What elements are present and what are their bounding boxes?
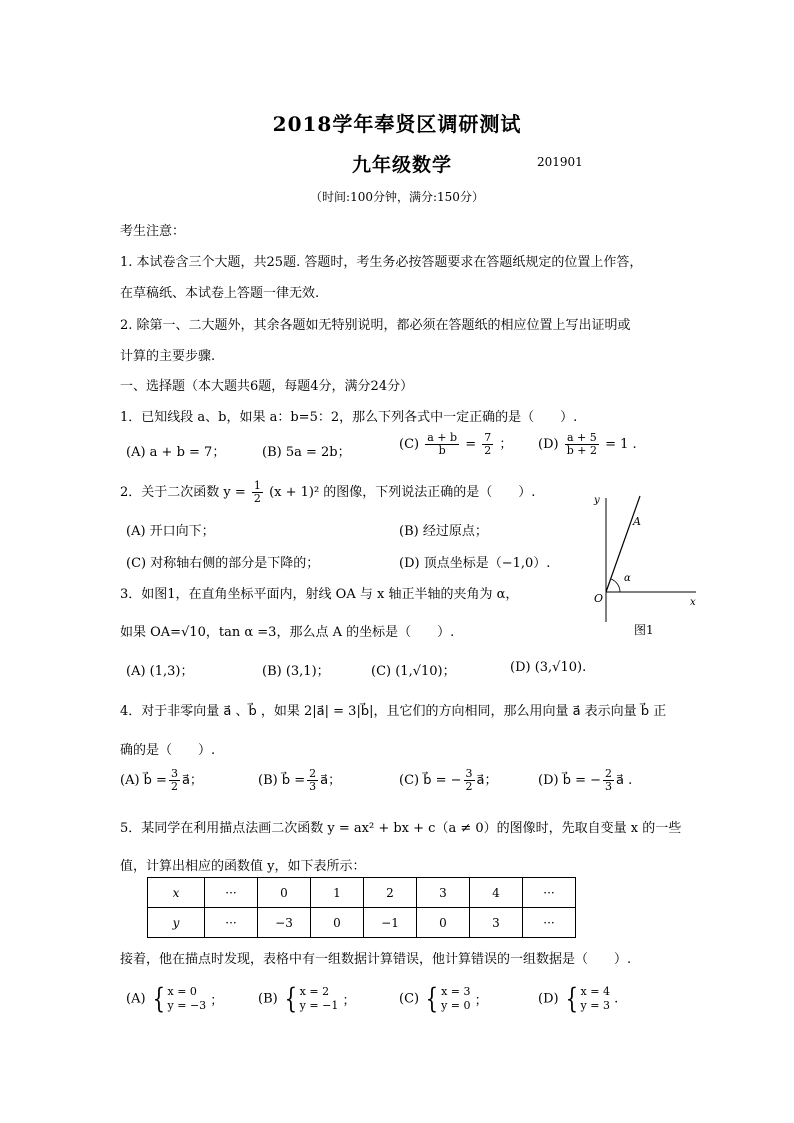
- section-heading: 一、选择题（本大题共6题，每题4分，满分24分）: [120, 379, 414, 394]
- table-cell: 1: [311, 878, 364, 908]
- table-cell: ···: [523, 908, 576, 938]
- table-cell: 0: [258, 878, 311, 908]
- q2-option-b: (B) 经过原点；: [399, 524, 488, 539]
- notice-item1-line2: 在草稿纸、本试卷上答题一律无效.: [120, 286, 320, 301]
- q5-line3: 接着，他在描点时发现，表格中有一组数据计算错误，他计算错误的一组数据是（ ）.: [120, 952, 632, 967]
- notice-item1-line1: 1. 本试卷含三个大题，共25题. 答题时，考生务必按答题要求在答题纸规定的位置上作答，: [120, 255, 643, 270]
- table-cell: ···: [205, 908, 258, 938]
- q1-c-rhs-fraction: $\frac{7}{2}$: [484, 431, 492, 457]
- table-cell: ···: [523, 878, 576, 908]
- q4-option-c: (C) b⃗ = − $\frac{3}{2}$ a⃗；: [399, 767, 498, 793]
- table-cell: 3: [417, 878, 470, 908]
- q1-option-b: (B) 5a = 2b；: [262, 445, 351, 460]
- q2-fraction: $\frac{1}{2}$: [253, 479, 261, 505]
- q1-option-d: (D) $\frac{a + 5}{b + 2}$ = 1 .: [538, 431, 637, 457]
- page-title: 2018学年奉贤区调研测试: [272, 112, 522, 136]
- q5-option-b: (B) { x = 2 y = −1 ；: [258, 982, 356, 1015]
- table-row: [148, 908, 576, 938]
- table-cell: −3: [258, 908, 311, 938]
- q1-d-label: (D): [538, 437, 559, 452]
- q1-stem: 1．已知线段 a、b，如果 a：b=5：2，那么下列各式中一定正确的是（ ）.: [120, 410, 578, 425]
- q5-option-a: (A) { x = 0 y = −3 ；: [126, 982, 224, 1015]
- table-cell: y: [148, 908, 205, 938]
- y-axis-label: y: [594, 495, 600, 506]
- table-row: [148, 878, 576, 908]
- figure-caption: 图1: [634, 623, 654, 637]
- exam-code: 201901: [537, 155, 583, 169]
- notice-item2-line1: 2. 除第一、二大题外，其余各题如无特别说明，都必须在答题纸的相应位置上写出证明或: [120, 318, 631, 333]
- q5-option-d: (D) { x = 4 y = 3 .: [538, 982, 619, 1015]
- figure-1-coordinate-plane: [578, 488, 708, 648]
- data-table: [147, 877, 576, 938]
- notice-item2-line2: 计算的主要步骤.: [120, 349, 216, 364]
- table-cell: 0: [311, 908, 364, 938]
- time-info: （时间:100分钟，满分:150分）: [310, 190, 484, 204]
- point-a-label: A: [633, 515, 641, 528]
- alpha-label: α: [624, 573, 631, 584]
- q3-option-d: (D) (3,√10).: [510, 660, 587, 675]
- q2-option-a: (A) 开口向下；: [126, 524, 215, 539]
- q5-line1: 5．某同学在利用描点法画二次函数 y = ax² + bx + c（a ≠ 0）的图像时，先取自变量 x 的一些: [120, 821, 682, 836]
- table-cell: 4: [470, 878, 523, 908]
- q1-option-a: (A) a + b = 7；: [126, 445, 226, 460]
- q3-option-b: (B) (3,1)；: [262, 664, 330, 679]
- q1-option-c: (C) $\frac{a + b}{b}$ = $\frac{7}{2}$ ；: [399, 431, 513, 457]
- q5-option-c: (C) { x = 3 y = 0 ；: [399, 982, 488, 1015]
- subject-title: 九年级数学: [352, 154, 453, 176]
- ray-oa: [606, 496, 640, 592]
- table-cell: 2: [364, 878, 417, 908]
- table-cell: x: [148, 878, 205, 908]
- q1-d-fraction: $\frac{a + 5}{b + 2}$: [566, 431, 597, 457]
- q4-option-a: (A) b⃗ = $\frac{3}{2}$ a⃗；: [120, 767, 203, 793]
- q1-c-fraction: $\frac{a + b}{b}$: [427, 431, 458, 457]
- q4-line1: 4．对于非零向量 a⃗ 、b⃗ ，如果 2|a⃗| = 3|b⃗|，且它们的方向相同，那么用向量 a⃗ 表示向量 b⃗ 正: [120, 704, 667, 719]
- q2-option-c: (C) 对称轴右侧的部分是下降的；: [126, 556, 320, 571]
- q1-c-label: (C): [399, 437, 420, 452]
- q4-option-d: (D) b⃗ = − $\frac{2}{3}$ a⃗ .: [538, 767, 633, 793]
- q3-line1: 3．如图1，在直角坐标平面内，射线 OA 与 x 轴正半轴的夹角为 α，: [120, 587, 519, 602]
- q3-option-c: (C) (1,√10)；: [371, 664, 456, 679]
- q2-stem: 2．关于二次函数 y = $\frac{1}{2}$ (x + 1)² 的图像，下列说法正确的是（ ）.: [120, 479, 536, 505]
- q4-line2: 确的是（ ）.: [120, 743, 216, 758]
- q5-line2: 值，计算出相应的函数值 y，如下表所示：: [120, 859, 366, 874]
- table-cell: 0: [417, 908, 470, 938]
- angle-arc: [611, 579, 620, 592]
- x-axis-label: x: [690, 597, 696, 608]
- q2-option-d: (D) 顶点坐标是（−1,0）.: [399, 556, 551, 571]
- notice-heading: 考生注意：: [120, 224, 186, 239]
- q3-line2: 如果 OA=√10，tan α =3，那么点 A 的坐标是（ ）.: [120, 625, 455, 640]
- table-cell: 3: [470, 908, 523, 938]
- q3-option-a: (A) (1,3)；: [126, 664, 194, 679]
- origin-label: O: [594, 592, 604, 605]
- table-cell: −1: [364, 908, 417, 938]
- table-cell: ···: [205, 878, 258, 908]
- q4-option-b: (B) b⃗ = $\frac{2}{3}$ a⃗；: [258, 767, 342, 793]
